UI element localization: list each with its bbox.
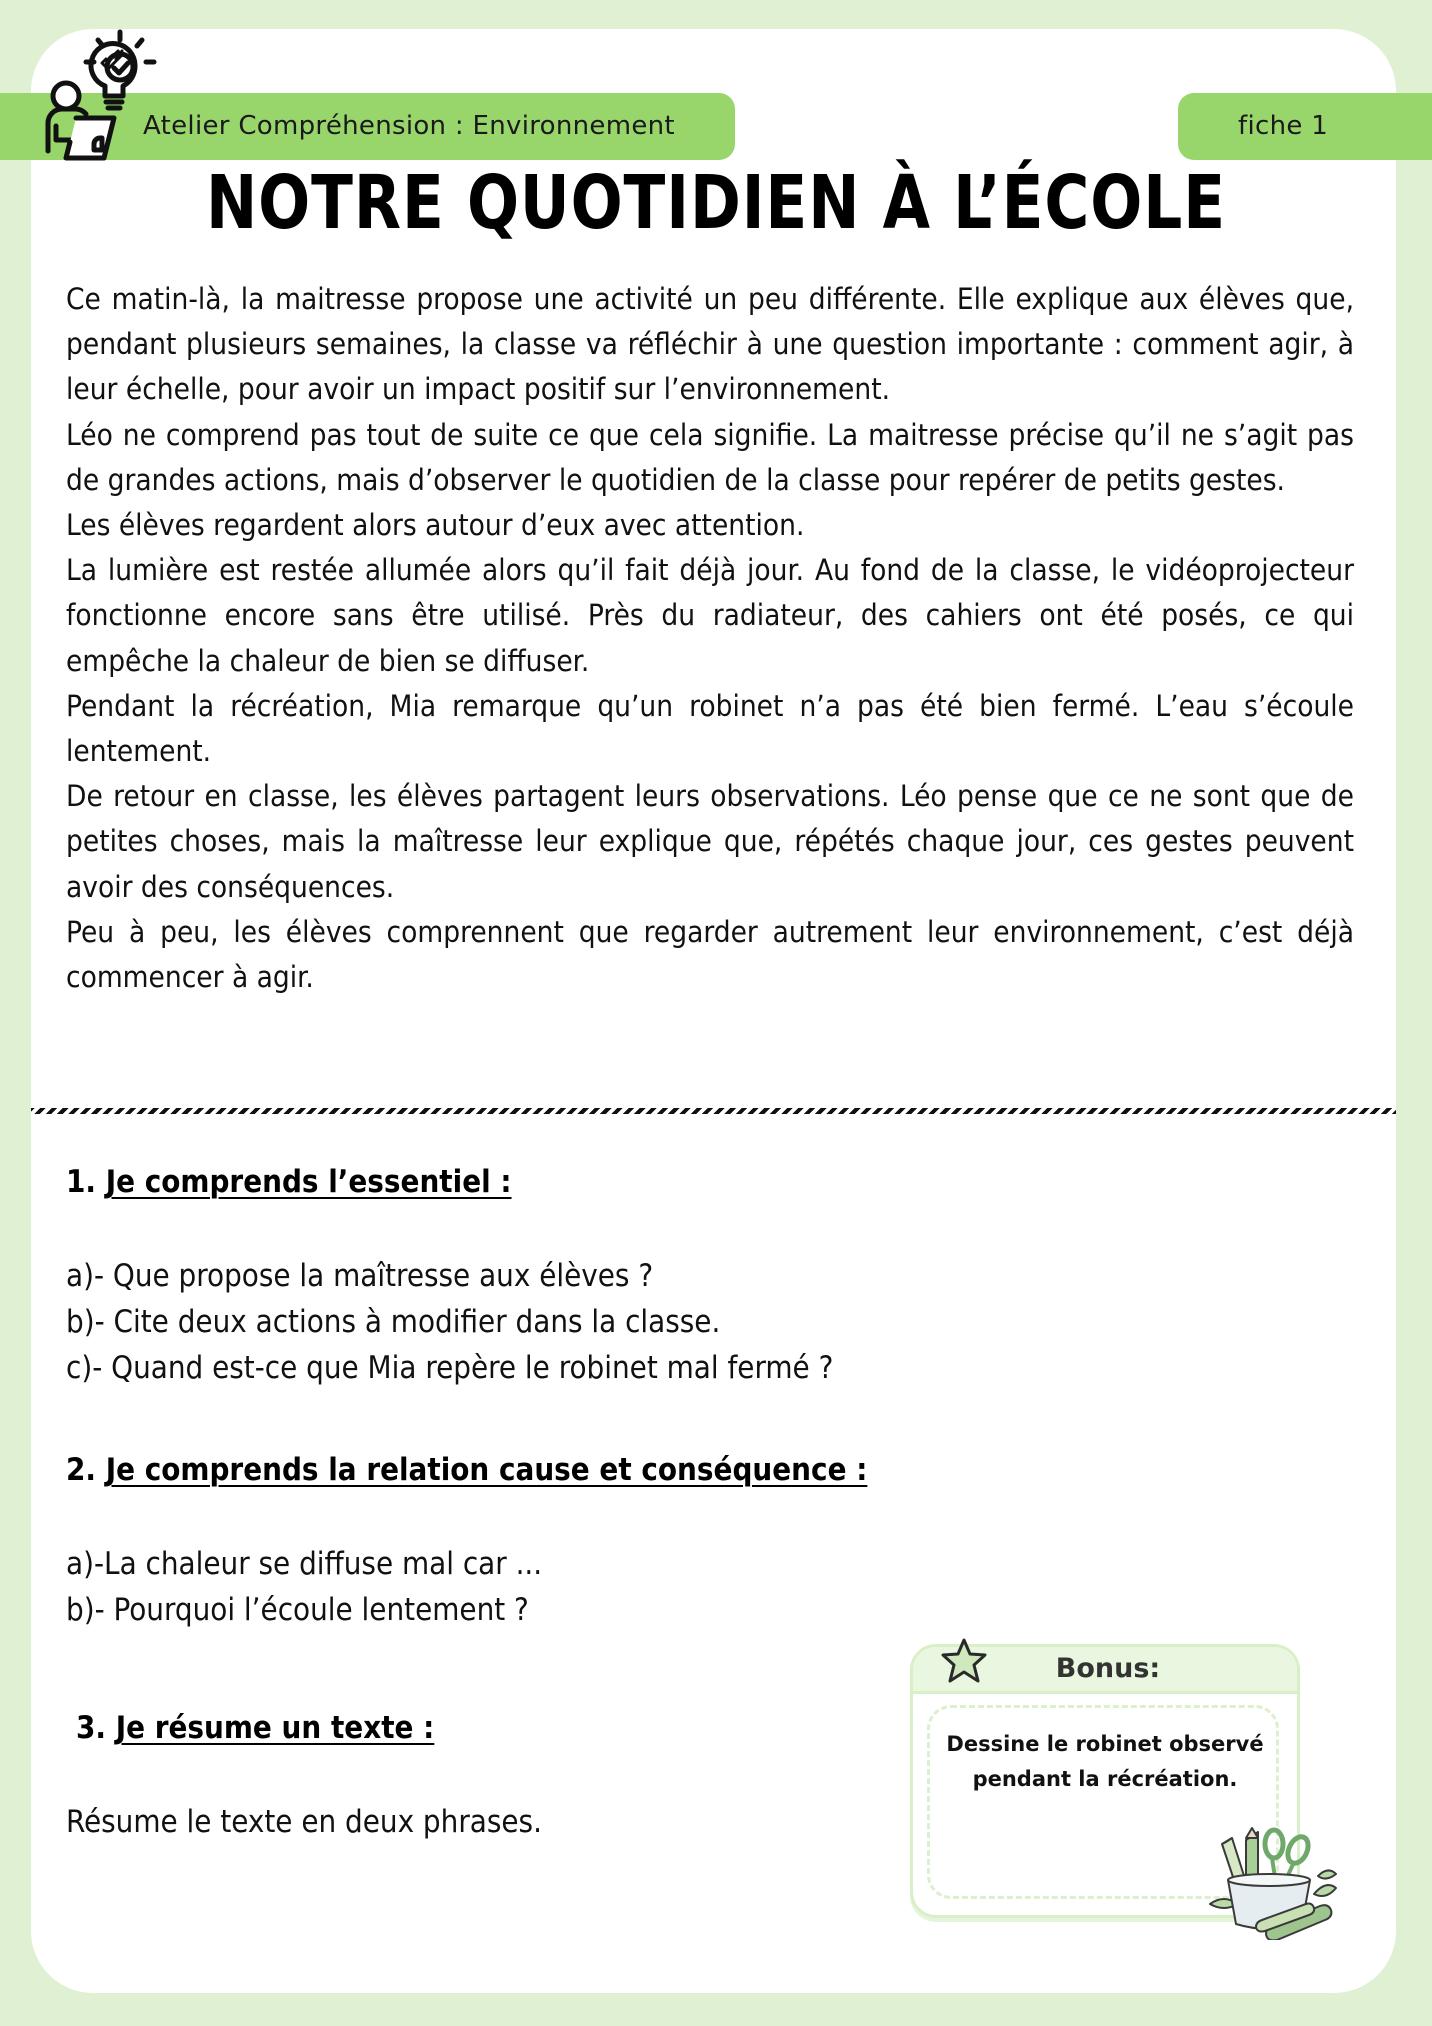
bonus-title: Bonus: [1055,1653,1161,1684]
section-title: Je résume un texte : [115,1710,435,1746]
bonus-instruction-line: pendant la récréation. [972,1767,1238,1791]
sheet-banner [1178,93,1432,160]
section-title: Je comprends l’essentiel : [105,1164,512,1200]
bonus-instruction-line: Dessine le robinet observé [946,1732,1264,1756]
workshop-label: Atelier Compréhension : Environnement [143,111,675,141]
section-1-heading [66,1164,512,1200]
story-paragraph: Peu à peu, les élèves comprennent que regarder autrement leur environnement, c’est déjà commencer à agir. [66,914,1354,995]
story-text [66,277,1354,1000]
section-title: Je comprends la relation cause et conséquence : [105,1452,868,1488]
question-line: b)- Cite deux actions à modifier dans la classe. [66,1304,721,1340]
section-2-heading [66,1452,867,1488]
story-paragraph: La lumière est restée allumée alors qu’il fait déjà jour. Au fond de la classe, le vidéoprojecteur fonctionne encore sans être utilisé. Près du radiateur, des cahiers ont été posés, ce qui empêche la chaleur de bien se diffuser. [66,553,1354,678]
sheet-label: fiche 1 [1238,111,1329,141]
bonus-instruction [913,1727,1297,1797]
section-number: 2. [66,1452,97,1488]
pencil-pot-icon [1202,1824,1342,1940]
story-paragraph: Les élèves regardent alors autour d’eux avec attention. [66,508,805,543]
question-line: Résume le texte en deux phrases. [66,1804,542,1840]
question-line: a)-La chaleur se diffuse mal car ... [66,1546,543,1582]
story-paragraph: Pendant la récréation, Mia remarque qu’un robinet n’a pas été bien fermé. L’eau s’écoule lentement. [66,688,1354,769]
story-paragraph: Ce matin-là, la maitresse propose une activité un peu différente. Elle explique aux élèves que, pendant plusieurs semaines, la classe va réfléchir à une question importante : comment agir, à leur échelle, pour avoir un impact positif sur l’environnement. [66,282,1354,407]
section-number: 1. [66,1164,97,1200]
question-line: c)- Quand est-ce que Mia repère le robinet mal fermé ? [66,1350,834,1386]
story-paragraph: De retour en classe, les élèves partagent leurs observations. Léo pense que ce ne sont que de petites choses, mais la maîtresse leur explique que, répétés chaque jour, ces gestes peuvent avoir des conséquences. [66,779,1354,904]
question-line: b)- Pourquoi l’écoule lentement ? [66,1592,529,1628]
question-line: a)- Que propose la maîtresse aux élèves ? [66,1258,654,1294]
story-paragraph: Léo ne comprend pas tout de suite ce que cela signifie. La maitresse précise qu’il ne s’agit pas de grandes actions, mais d’observer le quotidien de la classe pour repérer de petits gestes. [66,417,1354,497]
section-number: 3. [76,1710,107,1746]
reader-lightbulb-check-icon [36,26,176,166]
page-title: NOTRE QUOTIDIEN À L’ÉCOLE [206,160,1226,246]
section-3-heading [76,1710,434,1746]
